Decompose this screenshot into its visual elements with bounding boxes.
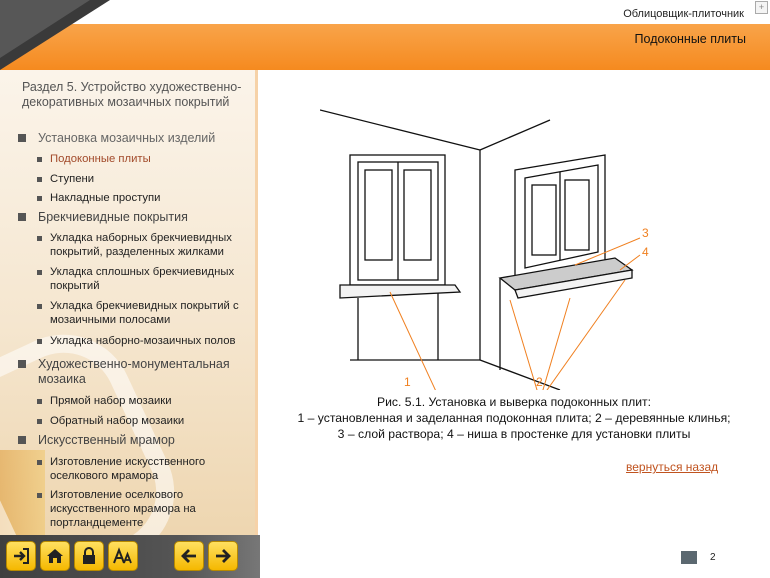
leader-line-1: [390, 292, 440, 390]
sidebar-item-direct-mosaic[interactable]: [50, 394, 245, 408]
sidebar-item-label: Укладка наборно-мозаичных полов: [50, 335, 236, 347]
lock-icon: [80, 547, 98, 565]
back-link[interactable]: вернуться назад: [626, 460, 719, 474]
sidebar-item-marble-portland[interactable]: [50, 488, 245, 530]
left-window-sill: [340, 285, 460, 298]
sidebar-item-label: Накладные проступи: [50, 192, 161, 204]
sidebar-item-label: Художественно-монументальная мозаика: [38, 357, 230, 386]
sidebar-item-breccia-veins[interactable]: [50, 231, 245, 259]
bullet-icon: [37, 460, 42, 465]
content-area: [258, 70, 770, 535]
sidebar: [0, 70, 255, 535]
sidebar-item-breccia-solid[interactable]: [50, 265, 245, 293]
leader-line-4: [620, 255, 640, 270]
exit-button[interactable]: [6, 541, 36, 571]
caption-line-2: 3 – слой раствора; 4 – ниша в простенке для установки плиты: [337, 427, 691, 441]
bullet-icon: [18, 436, 26, 444]
sidebar-item-label: Ступени: [50, 173, 95, 185]
page-title: Подоконные плиты: [634, 32, 746, 46]
lock-button[interactable]: [74, 541, 104, 571]
exit-icon: [12, 547, 30, 565]
bullet-icon: [37, 399, 42, 404]
sidebar-item-label: Обратный набор мозаики: [50, 415, 185, 427]
bullet-icon: [37, 196, 42, 201]
sidebar-item-marble-making[interactable]: [50, 455, 245, 483]
bullet-icon: [37, 493, 42, 498]
page-marker: [681, 551, 697, 564]
window-sill-illustration: [320, 100, 670, 390]
right-window-pane-1: [532, 185, 556, 255]
sidebar-item-label: Брекчиевидные покрытия: [38, 210, 188, 224]
sidebar-item-label: Укладка наборных брекчиевидных покрытий, разделенных жилками: [50, 232, 232, 258]
back-button[interactable]: [174, 541, 204, 571]
sidebar-item-label: Укладка брекчиевидных покрытий с мозаичными полосами: [50, 300, 239, 326]
figure-label-1: 1: [404, 375, 411, 389]
leader-line-2c: [540, 280, 625, 390]
sidebar-item-monumental-mosaic[interactable]: [38, 357, 238, 387]
bottom-toolbar: [0, 535, 260, 578]
bullet-icon: [18, 360, 26, 368]
title-band: [0, 24, 770, 70]
arrow-right-icon: [214, 547, 232, 565]
sidebar-item-label: Изготовление оселкового искусственного мрамора на портландцементе: [50, 489, 196, 529]
bullet-icon: [37, 339, 42, 344]
sidebar-item-window-sills[interactable]: [50, 152, 245, 166]
sidebar-item-breccia-stripes[interactable]: [50, 299, 245, 327]
sidebar-item-mosaic-floors[interactable]: [50, 334, 245, 348]
font-size-button[interactable]: [108, 541, 138, 571]
font-size-icon: [113, 547, 133, 565]
sidebar-item-tread-plates[interactable]: [50, 191, 245, 205]
bullet-icon: [37, 157, 42, 162]
sidebar-item-artificial-marble[interactable]: [38, 433, 175, 448]
bullet-icon: [37, 304, 42, 309]
left-window-pane-2: [404, 170, 431, 260]
bullet-icon: [18, 134, 26, 142]
window-control-button[interactable]: +: [755, 1, 768, 14]
sidebar-item-steps[interactable]: [50, 172, 245, 186]
home-icon: [46, 547, 64, 565]
figure-label-4: 4: [642, 245, 649, 259]
sidebar-item-label: Прямой набор мозаики: [50, 395, 172, 407]
bullet-icon: [18, 213, 26, 221]
sidebar-item-label: Укладка сплошных брекчиевидных покрытий: [50, 266, 235, 292]
sidebar-item-label: Подоконные плиты: [50, 153, 151, 165]
sidebar-item-label: Установка мозаичных изделий: [38, 131, 216, 145]
page-number: 2: [710, 552, 716, 563]
corner-decoration-inner: [0, 0, 90, 58]
caption-title: Рис. 5.1. Установка и выверка подоконных плит:: [376, 395, 652, 409]
home-button[interactable]: [40, 541, 70, 571]
app-title: Облицовщик-плиточник: [623, 8, 744, 20]
sidebar-item-label: Искусственный мрамор: [38, 433, 175, 447]
bullet-icon: [37, 177, 42, 182]
bullet-icon: [37, 270, 42, 275]
sidebar-item-label: Изготовление искусственного оселкового мрамора: [50, 456, 206, 482]
sidebar-item-mosaic-installation[interactable]: [38, 131, 215, 146]
figure-caption: [258, 394, 770, 442]
arrow-left-icon: [180, 547, 198, 565]
figure-label-2: 2: [536, 375, 543, 389]
bullet-icon: [37, 419, 42, 424]
bullet-icon: [37, 236, 42, 241]
floor-line-right: [480, 360, 560, 390]
section-title: Раздел 5. Устройство художественно-декоративных мозаичных покрытий: [22, 80, 242, 109]
figure-label-3: 3: [642, 226, 649, 240]
left-window-pane-1: [365, 170, 392, 260]
sidebar-item-breccia-coverings[interactable]: [38, 210, 188, 225]
ceiling-line-right: [480, 120, 550, 150]
leader-line-2b: [540, 298, 570, 390]
right-window-pane-2: [565, 180, 589, 250]
ceiling-line-left: [320, 110, 480, 150]
header: [0, 0, 770, 70]
forward-button[interactable]: [208, 541, 238, 571]
sidebar-item-reverse-mosaic[interactable]: [50, 414, 245, 428]
caption-line-1: 1 – установленная и заделанная подоконная плита; 2 – деревянные клинья;: [297, 411, 731, 425]
